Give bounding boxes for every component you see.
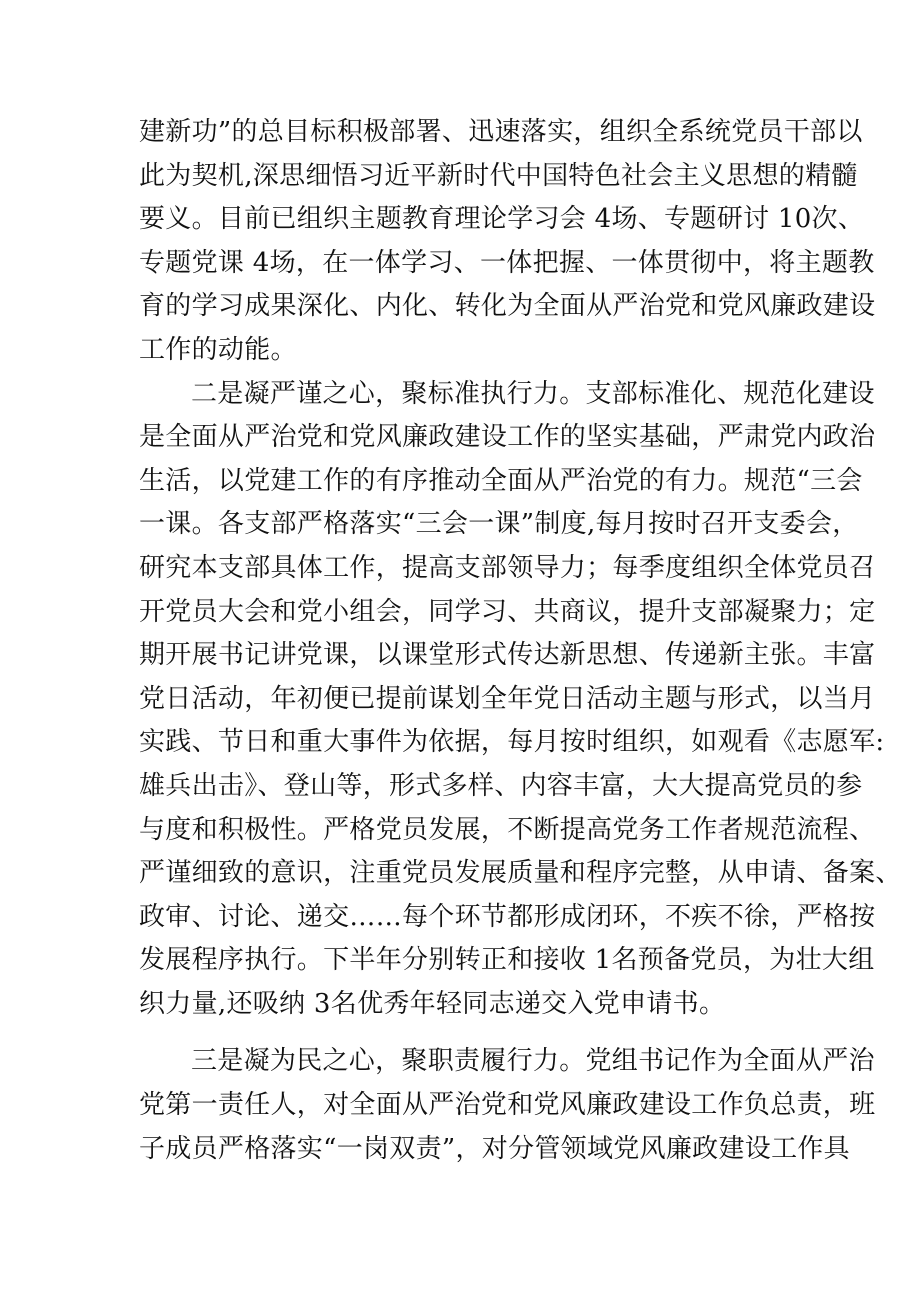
text-line: 子成员严格落实“一岗双责”，对分管领域党风廉政建设工作具 [139, 1133, 850, 1164]
text-line: 雄兵出击》、登山等，形式多样、内容丰富，大大提高党员的参 [139, 770, 863, 801]
paragraph-3 [139, 1040, 876, 1171]
text-line: 此为契机,深思细悟习近平新时代中国特色社会主义思想的精髓 [139, 160, 858, 191]
paragraph-1 [139, 111, 876, 373]
text-line: 党日活动，年初便已提前谋划全年党日活动主题与形式，以当月 [139, 683, 876, 714]
text-line: 严谨细致的意识，注重党员发展质量和程序完整，从申请、备案、 [139, 858, 902, 889]
text-line: 是全面从严治党和党风廉政建设工作的坚实基础，严肃党内政治 [139, 422, 876, 453]
text-line: 生活，以党建工作的有序推动全面从严治党的有力。规范“三会 [139, 465, 863, 496]
text-line: 开党员大会和党小组会，同学习、共商议，提升支部凝聚力；定 [139, 596, 876, 627]
text-line: 与度和积极性。严格党员发展，不断提高党务工作者规范流程、 [139, 814, 876, 845]
text-line: 要义。目前已组织主题教育理论学习会 4场、专题研讨 10次、 [139, 204, 865, 235]
text-line: 一课。各支部严格落实“三会一课”制度,每月按时召开支委会， [139, 509, 859, 540]
text-line: 织力量,还吸纳 3名优秀年轻同志递交入党申请书。 [139, 988, 726, 1019]
text-line: 研究本支部具体工作，提高支部领导力；每季度组织全体党员召 [139, 552, 876, 583]
text-line: 二是凝严谨之心，聚标准执行力。支部标准化、规范化建设 [191, 378, 875, 409]
text-line: 育的学习成果深化、内化、转化为全面从严治党和党风廉政建设 [139, 291, 876, 322]
text-line: 政审、讨论、递交……每个环节都形成闭环，不疾不徐，严格按 [139, 901, 876, 932]
text-line: 建新功”的总目标积极部署、迅速落实，组织全系统党员干部以 [139, 117, 863, 147]
text-line: 党第一责任人，对全面从严治党和党风廉政建设工作负总责，班 [139, 1090, 876, 1121]
text-line: 期开展书记讲党课，以课堂形式传达新思想、传递新主张。丰富 [139, 640, 876, 671]
text-line: 实践、节日和重大事件为依据，每月按时组织，如观看《志愿军: [139, 727, 885, 758]
text-line: 发展程序执行。下半年分别转正和接收 1名预备党员，为壮大组 [139, 945, 875, 976]
text-line: 工作的动能。 [139, 334, 297, 365]
text-line: 三是凝为民之心，聚职责履行力。党组书记作为全面从严治 [191, 1046, 875, 1077]
document-body [139, 111, 902, 1171]
paragraph-2 [139, 373, 902, 1027]
text-line: 专题党课 4场，在一体学习、一体把握、一体贯彻中，将主题教 [139, 247, 875, 278]
